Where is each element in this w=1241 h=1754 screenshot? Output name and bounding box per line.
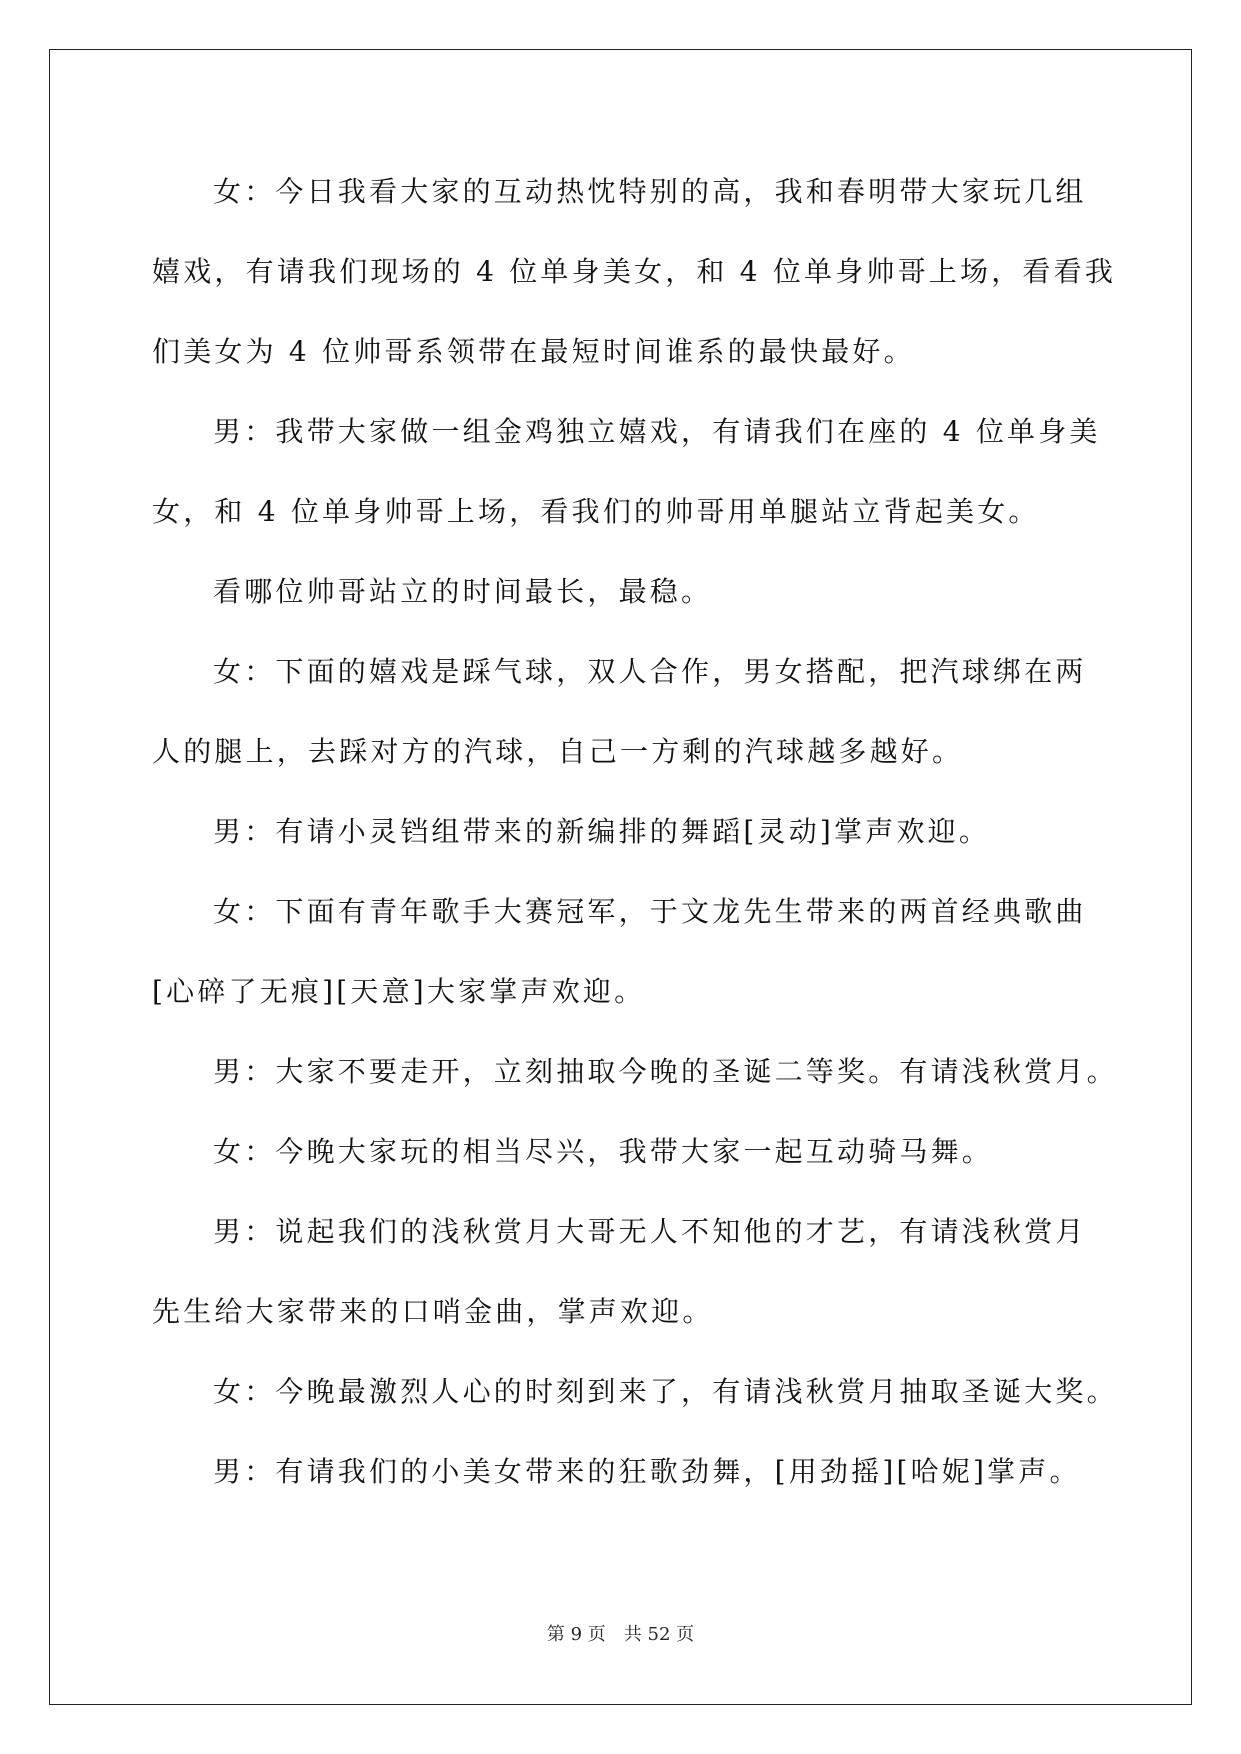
paragraph-line: 男：说起我们的浅秋赏月大哥无人不知他的才艺，有请浅秋赏月 — [213, 1215, 1087, 1248]
paragraph-line: 女：下面有青年歌手大赛冠军，于文龙先生带来的两首经典歌曲 — [213, 895, 1087, 928]
paragraph-line: 看哪位帅哥站立的时间最长，最稳。 — [213, 575, 713, 608]
paragraph-line: 女：今日我看大家的互动热忱特别的高，我和春明带大家玩几组 — [213, 175, 1087, 208]
paragraph-line: 嬉戏，有请我们现场的 4 位单身美女，和 4 位单身帅哥上场，看看我 — [152, 255, 1117, 288]
page-footer — [0, 1623, 1241, 1647]
paragraph-line: 女，和 4 位单身帅哥上场，看我们的帅哥用单腿站立背起美女。 — [152, 495, 1040, 528]
page-number: 第 9 页 — [546, 1624, 606, 1645]
paragraph-line: 男：有请我们的小美女带来的狂歌劲舞，[用劲摇][哈妮]掌声。 — [213, 1455, 1081, 1488]
paragraph-line: 女：今晚最激烈人心的时刻到来了，有请浅秋赏月抽取圣诞大奖。 — [213, 1375, 1118, 1408]
paragraph-line: 们美女为 4 位帅哥系领带在最短时间谁系的最快最好。 — [152, 335, 915, 368]
paragraph-line: 先生给大家带来的口哨金曲，掌声欢迎。 — [152, 1295, 714, 1328]
paragraph-line: 男：有请小灵铛组带来的新编排的舞蹈[灵动]掌声欢迎。 — [213, 815, 991, 848]
paragraph-line: 男：我带大家做一组金鸡独立嬉戏，有请我们在座的 4 位单身美 — [213, 415, 1101, 448]
paragraph-line: 男：大家不要走开，立刻抽取今晚的圣诞二等奖。有请浅秋赏月。 — [213, 1055, 1118, 1088]
paragraph-line: [心碎了无痕][天意]大家掌声欢迎。 — [152, 975, 646, 1008]
paragraph-line: 女：今晚大家玩的相当尽兴，我带大家一起互动骑马舞。 — [213, 1135, 994, 1168]
paragraph-line: 人的腿上，去踩对方的汽球，自己一方剩的汽球越多越好。 — [152, 735, 964, 768]
total-pages: 共 52 页 — [623, 1624, 695, 1645]
paragraph-line: 女：下面的嬉戏是踩气球，双人合作，男女搭配，把汽球绑在两 — [213, 655, 1087, 688]
